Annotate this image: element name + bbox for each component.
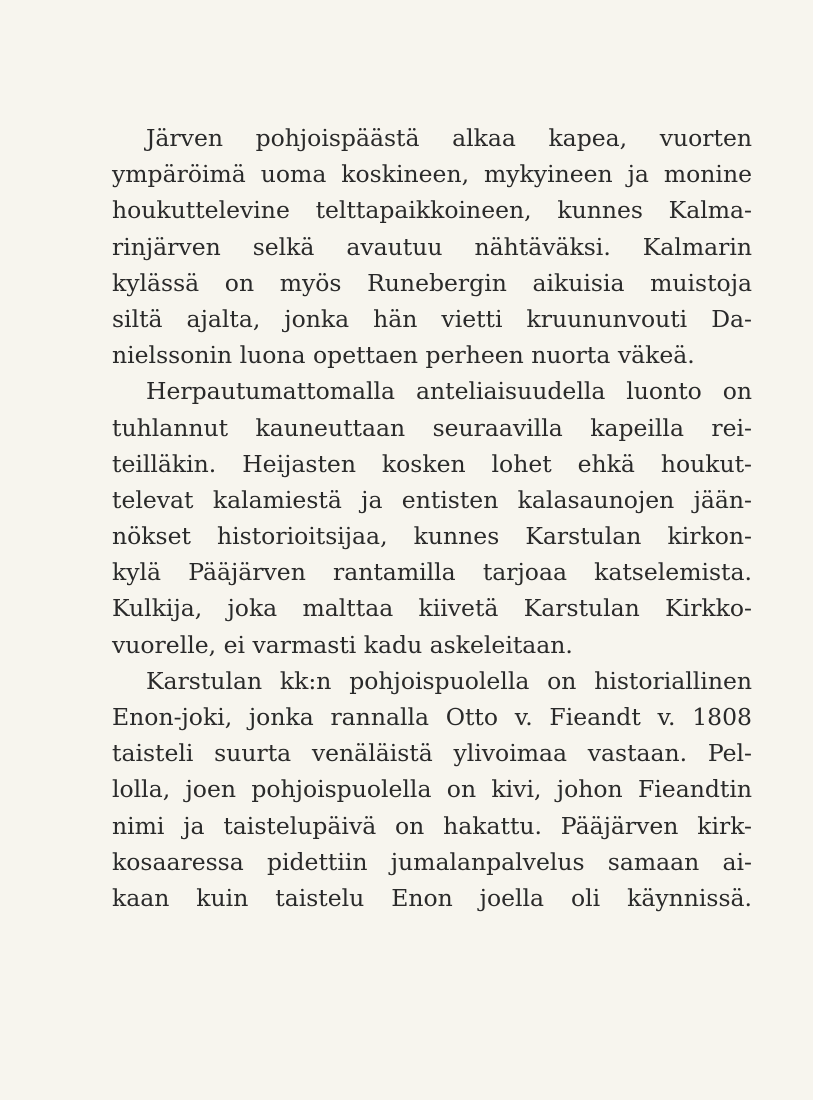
text-line: kylässä on myös Runebergin aikuisia muistoja	[112, 268, 752, 297]
text-line: ympäröimä uoma koskineen, mykyineen ja monine	[112, 160, 752, 189]
text-line: siltä ajalta, jonka hän vietti kruununvouti Da-	[112, 304, 752, 333]
text-line: nielssonin luona opettaen perheen nuorta väkeä.	[112, 341, 695, 370]
text-line: Kulkija, joka malttaa kiivetä Karstulan Kirkko-	[112, 594, 752, 623]
text-line: tuhlannut kauneuttaan seuraavilla kapeilla rei-	[112, 413, 752, 442]
text-line: rinjärven selkä avautuu nähtäväksi. Kalmarin	[112, 232, 752, 261]
text-line: taisteli suurta venäläistä ylivoimaa vastaan. Pel-	[112, 739, 752, 768]
text-line: kaan kuin taistelu Enon joella oli käynnissä.	[112, 883, 752, 912]
text-line: vuorelle, ei varmasti kadu askeleitaan.	[112, 630, 573, 659]
body-text	[112, 120, 752, 916]
text-line: nökset historioitsijaa, kunnes Karstulan kirkon-	[112, 522, 752, 551]
text-line: lolla, joen pohjoispuolella on kivi, johon Fieandtin	[112, 775, 752, 804]
text-line: Enon-joki, jonka rannalla Otto v. Fieandt v. 1808	[112, 703, 752, 731]
text-line: houkuttelevine telttapaikkoineen, kunnes Kalma-	[112, 196, 752, 225]
text-line: Herpautumattomalla anteliaisuudella luonto on	[146, 377, 752, 406]
text-line: kosaaressa pidettiin jumalanpalvelus samaan ai-	[112, 847, 752, 876]
text-line: nimi ja taistelupäivä on hakattu. Pääjärven kirk-	[112, 811, 752, 840]
text-line: teilläkin. Heijasten kosken lohet ehkä houkut-	[112, 449, 752, 478]
text-line: Järven pohjoispäästä alkaa kapea, vuorten	[146, 124, 752, 152]
text-line: televat kalamiestä ja entisten kalasaunojen jään-	[112, 485, 752, 514]
text-line: kylä Pääjärven rantamilla tarjoaa katselemista.	[112, 558, 752, 587]
text-line: Karstulan kk:n pohjoispuolella on historiallinen	[146, 666, 752, 695]
